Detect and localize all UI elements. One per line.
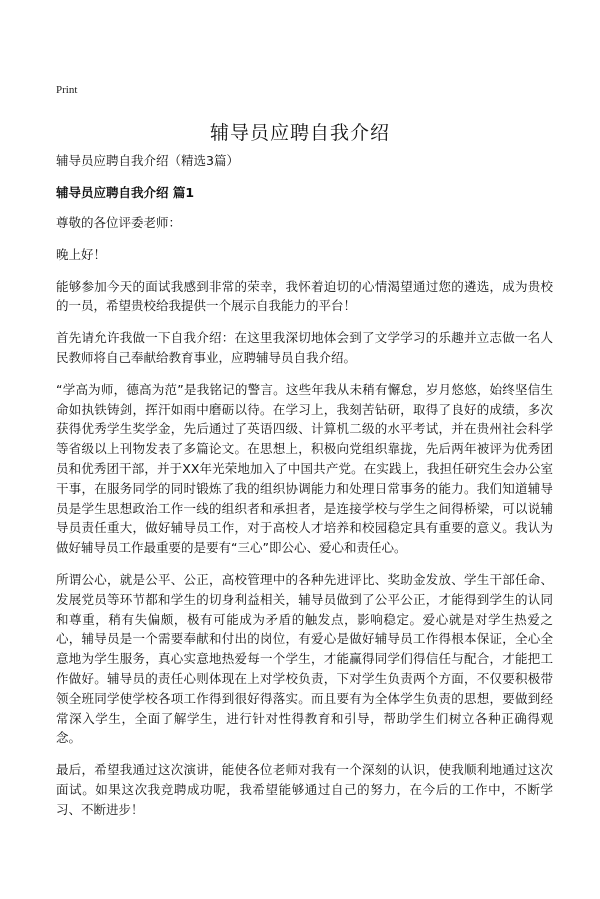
document-subtitle: 辅导员应聘自我介绍（精选3篇）	[56, 153, 239, 168]
paragraph-self-intro: 首先请允许我做一下自我介绍：在这里我深切地体会到了文学学习的乐趣并立志做一名人民教师将自己奉献给教育事业，应聘辅导员自我介绍。	[56, 330, 553, 365]
salutation-line: 晚上好！	[56, 246, 107, 262]
section-heading: 辅导员应聘自我介绍 篇1	[56, 185, 195, 200]
greeting-line: 尊敬的各位评委老师：	[56, 215, 182, 230]
paragraph-three-hearts: 所谓公心，就是公平、公正，高校管理中的各种先进评比、奖助金发放、学生干部任命、发展党员等环节都和学生的切身利益相关，辅导员做到了公平公正，才能得到学生的认同和尊重，稍有失偏颇，极有可能成为矛盾的触发点，影响稳定。爱心就是对学生热爱之心，辅导员是一个需要奉献和付出的岗位，有爱心是做好辅导员工作得根本保证，全心全意地为学生服务，真心实意地热爱每一个学生，才能赢得同学们得信任与配合，才能把工作做好。辅导员的责任心则体现在上对学校负责，下对学生负责两个方面，不仅要积极带领全班同学使学校各项工作得到很好得落实。而且要有为全体学生负责的思想，要做到经常深入学生，全面了解学生，进行针对性得教育和引导，帮助学生们树立各种正确得观念。	[56, 571, 553, 746]
paragraph-intro: 能够参加今天的面试我感到非常的荣幸，我怀着迫切的心情渴望通过您的遴选，成为贵校的一员，希望贵校给我提供一个展示自我能力的平台！	[56, 278, 553, 314]
document-title: 辅导员应聘自我介绍	[209, 122, 390, 144]
paragraph-closing: 最后，希望我通过这次演讲，能使各位老师对我有一个深刻的认识，使我顺利地通过这次面试。如果这次我竞聘成功呢，我希望能够通过自己的努力，在今后的工作中，不断学习、不断进步！	[56, 762, 553, 817]
paragraph-experience: “学高为师，德高为范”是我铭记的警言。这些年我从未稍有懈怠，岁月悠悠，始终坚信生命如执铁铸剑，挥汗如雨中磨砺以待。在学习上，我刻苦钻研，取得了良好的成绩，多次获得优秀学生奖学金，先后通过了英语四级、计算机二级的水平考试，并在贵州社会科学等省级以上刊物发表了多篇论文。在思想上，积极向党组织靠拢，先后两年被评为优秀团员和优秀团干部，并于XX年光荣地加入了中国共产党。在实践上，我担任研究生会办公室干事，在服务同学的同时锻炼了我的组织协调能力和处理日常事务的能力。我们知道辅导员是学生思想政治工作一线的组织者和承担者，是连接学校与学生之间得桥梁，可以说辅导员责任重大，做好辅导员工作，对于高校人才培养和校园稳定具有重要的意义。我认为做好辅导员工作最重要的是要有“三心”即公心、爱心和责任心。	[56, 381, 553, 556]
print-label: Print	[56, 84, 78, 96]
document-body	[56, 151, 553, 832]
